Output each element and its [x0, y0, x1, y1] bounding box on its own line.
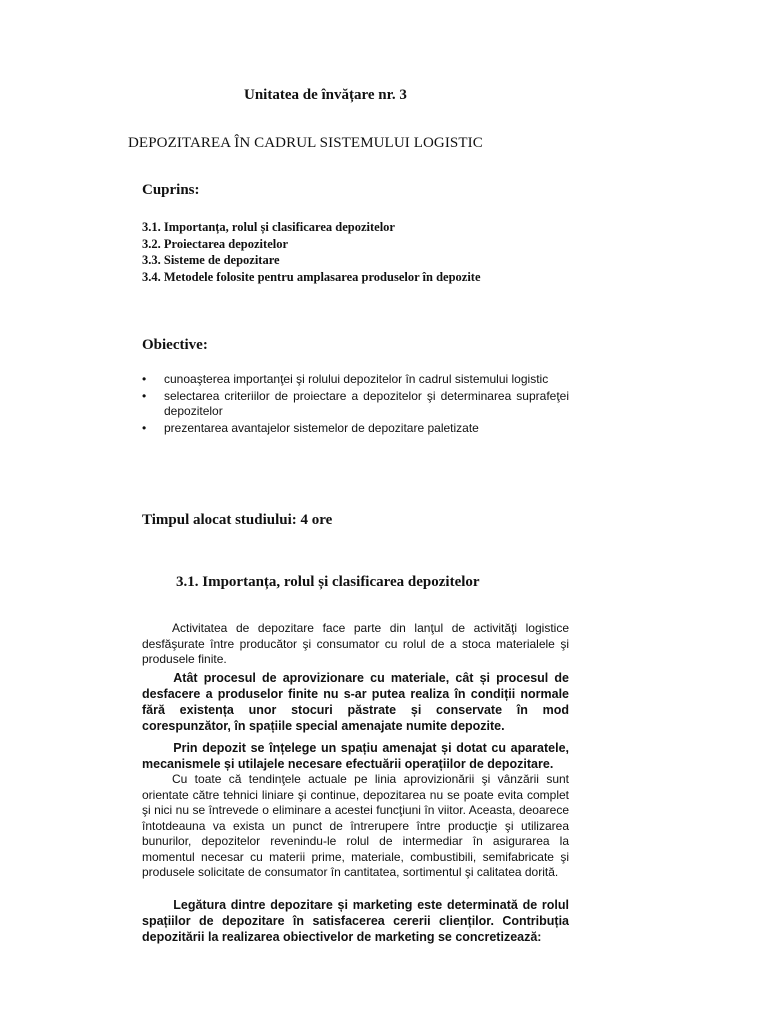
objective-text: selectarea criteriilor de proiectare a depozitelor şi determinarea suprafeţei depozitelor: [164, 388, 569, 418]
contents-item: 3.3. Sisteme de depozitare: [142, 253, 280, 267]
unit-title: Unitatea de învățare nr. 3: [244, 87, 407, 103]
paragraph-2: Atât procesul de aprovizionare cu materiale, cât și procesul de desfacere a produselor finite nu s-ar putea realiza în condiții normale fără existența unor stocuri păstrate și conservate în mod corespunzător, în spațiile special amenajate numite depozite.: [142, 671, 569, 733]
objective-item: [142, 389, 569, 420]
paragraph-4: Cu toate că tendinţele actuale pe linia aprovizionării şi vânzării sunt orientate către tehnici liniare şi continue, depozitarea nu se poate evita complet şi nici nu se întrevede o eliminare a acestei funcţiuni în viitor. Aceasta, deoarece întotdeauna va exista un punct de întrerupere între producţie şi utilizarea bunurilor, depozitelor revenindu-le rolul de intermediar în asigurarea la momentul necesar cu materii prime, materiale, combustibili, semifabricate şi produsele solicitate de consumator în cantitatea, sortimentul şi calitatea dorită.: [142, 772, 569, 879]
objectives-heading: Obiective:: [142, 337, 208, 353]
contents-heading: Cuprins:: [142, 182, 200, 198]
paragraph-1: Activitatea de depozitare face parte din lanţul de activităţi logistice desfăşurate între producător şi consumator cu rolul de a stoca materialele şi produsele finite.: [142, 621, 569, 666]
bullet-icon: •: [142, 372, 147, 386]
contents-list: [142, 219, 481, 285]
objective-text: cunoaşterea importanţei şi rolului depozitelor în cadrul sistemului logistic: [164, 372, 549, 386]
section-heading: 3.1. Importanța, rolul și clasificarea depozitelor: [176, 574, 480, 590]
contents-item: 3.1. Importanța, rolul și clasificarea depozitelor: [142, 220, 395, 234]
bullet-icon: •: [142, 420, 147, 435]
objectives-list: [142, 372, 569, 437]
contents-item: 3.4. Metodele folosite pentru amplasarea produselor în depozite: [142, 269, 481, 284]
objective-text: prezentarea avantajelor sistemelor de depozitare paletizate: [164, 420, 479, 435]
study-time: Timpul alocat studiului: 4 ore: [142, 512, 333, 528]
paragraph-5: Legătura dintre depozitare și marketing este determinată de rolul spațiilor de depozitare în satisfacerea cererii clienților. Contribuția depozitării la realizarea obiectivelor de marketing se concretizează:: [142, 898, 569, 944]
contents-item: 3.2. Proiectarea depozitelor: [142, 236, 289, 251]
objective-item: [142, 372, 569, 388]
paragraph-3: Prin depozit se înțelege un spațiu amenajat și dotat cu aparatele, mecanismele și utilajele necesare efectuării operațiilor de depozitare.: [142, 741, 569, 771]
objective-item: [142, 421, 569, 437]
bullet-icon: •: [142, 388, 147, 403]
main-title: DEPOZITAREA ÎN CADRUL SISTEMULUI LOGISTIC: [128, 135, 483, 151]
